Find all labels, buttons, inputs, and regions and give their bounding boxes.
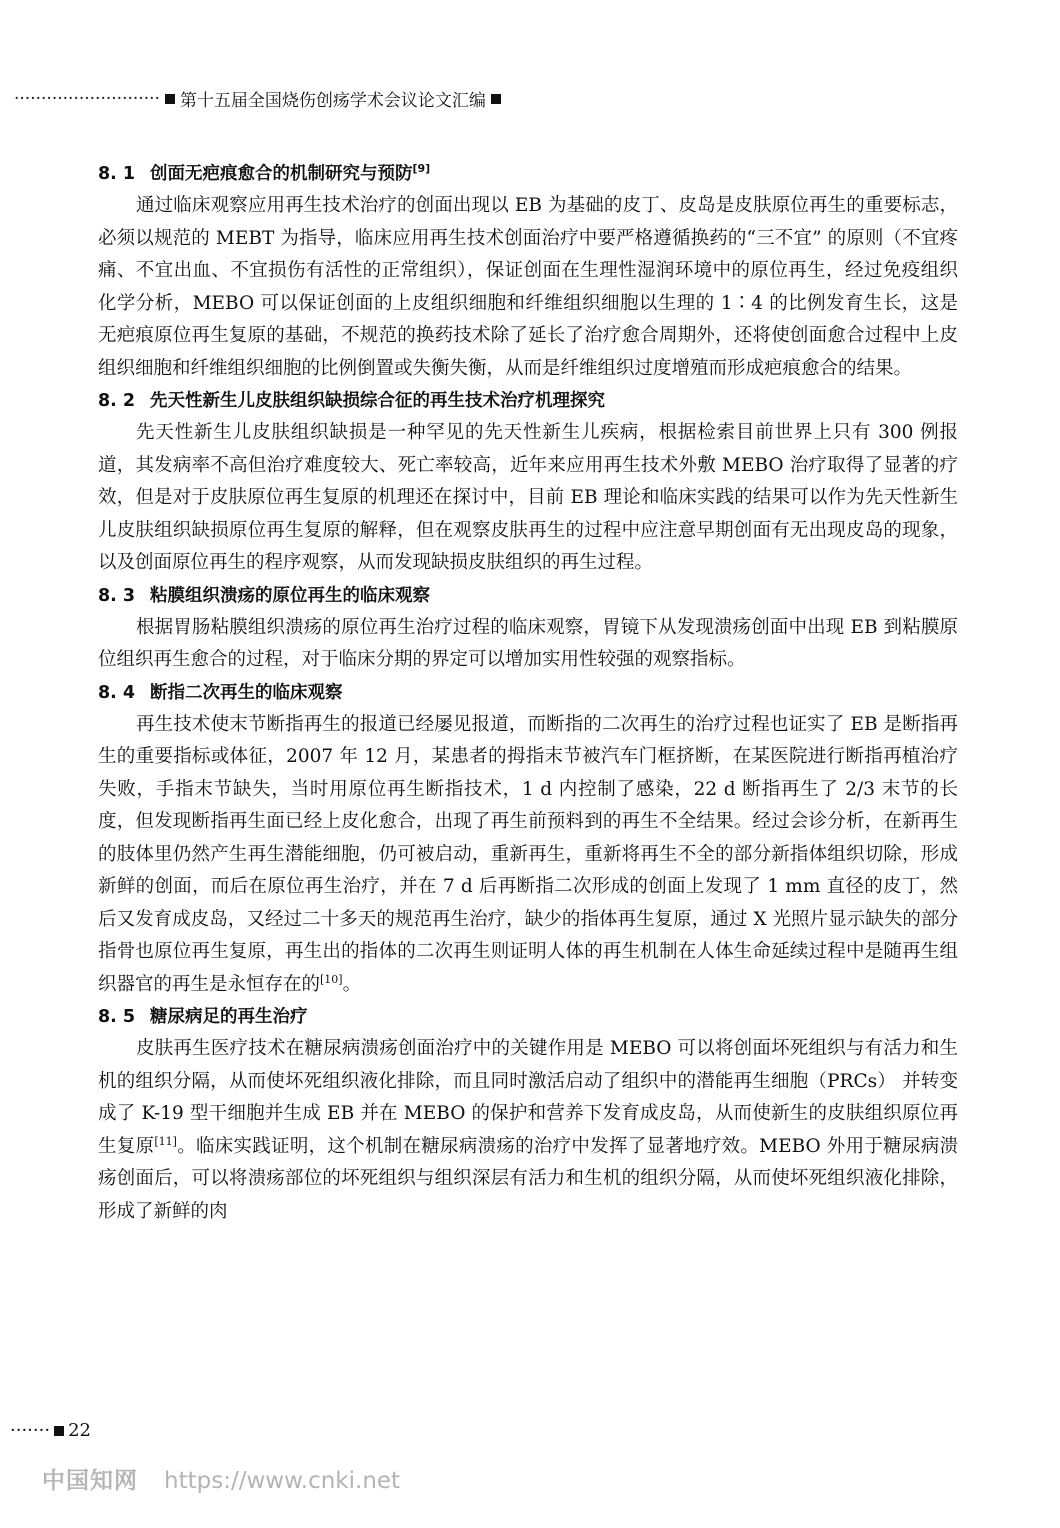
square-bullet-icon <box>491 94 501 104</box>
footer-leader-dots: ······· <box>10 1420 51 1441</box>
section-title: 创面无疤痕愈合的机制研究与预防 <box>150 164 413 184</box>
square-bullet-icon <box>54 1426 64 1436</box>
header-leader-dots: ··························· <box>14 88 160 109</box>
section-title: 断指二次再生的临床观察 <box>150 682 343 703</box>
paragraph-text: 根据胃肠粘膜组织溃疡的原位再生治疗过程的临床观察，胃镜下从发现溃疡创面中出现 EB 到粘膜原位组织再生愈合的过程，对于临床分期的界定可以增加实用性较强的观察指标。 <box>98 616 958 670</box>
section-number: 8. 4 <box>98 682 136 703</box>
cnki-logo: 中国知网 <box>42 1468 138 1494</box>
square-bullet-icon <box>165 94 175 104</box>
section-number: 8. 3 <box>98 585 136 606</box>
citation-ref: [11] <box>154 1134 177 1148</box>
section-title: 粘膜组织溃疡的原位再生的临床观察 <box>150 585 430 606</box>
section-number: 8. 1 <box>98 164 136 184</box>
citation-ref: [10] <box>320 972 343 986</box>
cnki-watermark <box>42 1462 400 1495</box>
paragraph-text: 先天性新生儿皮肤组织缺损是一种罕见的先天性新生儿疾病，根据检索目前世界上只有 300 例报道，其发病率不高但治疗难度较大、死亡率较高，近年来应用再生技术外敷 MEBO 治疗取得了显著的疗效，但是对于皮肤原位再生复原的机理还在探讨中，目前 EB 理论和临床实践的结果可以作为先天性新生儿皮肤组织缺损原位再生复原的解释，但在观察皮肤再生的过程中应注意早期创面有无出现皮岛的现象，以及创面原位再生的程序观察，从而发现缺损皮肤组织的再生过程。 <box>98 422 958 573</box>
cnki-url: https://www.cnki.net <box>164 1468 401 1494</box>
page-footer <box>10 1420 91 1441</box>
section-heading <box>98 385 958 417</box>
section-title: 先天性新生儿皮肤组织缺损综合征的再生技术治疗机理探究 <box>150 391 605 411</box>
article-body <box>98 158 958 1228</box>
body-paragraph <box>98 709 958 1002</box>
paragraph-text-tail: 。 <box>342 973 362 995</box>
page-number: 22 <box>68 1420 91 1441</box>
citation-ref: [9] <box>412 162 431 176</box>
section-number: 8. 2 <box>98 391 136 411</box>
paragraph-text: 皮肤再生医疗技术在糖尿病溃疡创面治疗中的关键作用是 MEBO 可以将创面坏死组织与有活力和生机的组织分隔，从而使坏死组织液化排除，而且同时激活启动了组织中的潜能再生细胞（PRCs） 并转变成了 K-19 型干细胞并生成 EB 并在 MEBO 的保护和营养下发育成皮岛，从而使新生的皮肤组织原位再生复原 <box>98 1038 958 1157</box>
section-title: 糖尿病足的再生治疗 <box>150 1007 308 1027</box>
section-heading <box>98 158 958 190</box>
running-header <box>14 86 506 111</box>
paragraph-text: 通过临床观察应用再生技术治疗的创面出现以 EB 为基础的皮丁、皮岛是皮肤原位再生的重要标志，必须以规范的 MEBT 为指导，临床应用再生技术创面治疗中要严格遵循换药的“三不宜” 的原则（不宜疼痛、不宜出血、不宜损伤有活性的正常组织），保证创面在生理性湿润环境中的原位再生，经过免疫组织化学分析，MEBO 可以保证创面的上皮组织细胞和纤维组织细胞以生理的 1∶4 的比例发育生长，这是无疤痕原位再生复原的基础，不规范的换药技术除了延长了治疗愈合周期外，还将使创面愈合过程中上皮组织细胞和纤维组织细胞的比例倒置或失衡失衡，从而是纤维组织过度增殖而形成疤痕愈合的结果。 <box>98 195 958 379</box>
header-title: 第十五届全国烧伤创疡学术会议论文汇编 <box>179 91 486 111</box>
body-paragraph <box>98 190 958 385</box>
paragraph-text: 再生技术使末节断指再生的报道已经屡见报道，而断指的二次再生的治疗过程也证实了 EB 是断指再生的重要指标或体征，2007 年 12 月，某患者的拇指末节被汽车门框挤断，在某医院进行断指再植治疗失败，手指末节缺失，当时用原位再生断指技术，1 d 内控制了感染，22 d 断指再生了 2/3 末节的长度，但发现断指再生面已经上皮化愈合，出现了再生前预料到的再生不全结果。经过会诊分析，在新再生的肢体里仍然产生再生潜能细胞，仍可被启动，重新再生，重新将再生不全的部分新指体组织切除，形成新鲜的创面，而后在原位再生治疗，并在 7 d 后再断指二次形成的创面上发现了 1 mm 直径的皮丁，然后又发育成皮岛，又经过二十多天的规范再生治疗，缺少的指体再生复原，通过 X 光照片显示缺失的部分指骨也原位再生复原，再生出的指体的二次再生则证明人体的再生机制在人体生命延续过程中是随再生组织器官的再生是永恒存在的 <box>98 713 958 995</box>
body-paragraph <box>98 417 958 580</box>
section-heading <box>98 580 958 612</box>
section-number: 8. 5 <box>98 1007 136 1027</box>
section-heading <box>98 677 958 709</box>
body-paragraph <box>98 1033 958 1228</box>
section-heading <box>98 1001 958 1033</box>
body-paragraph <box>98 612 958 677</box>
paragraph-text-tail: 。临床实践证明，这个机制在糖尿病溃疡的治疗中发挥了显著地疗效。MEBO 外用于糖尿病溃疡创面后，可以将溃疡部位的坏死组织与组织深层有活力和生机的组织分隔，从而使坏死组织液化排除，形成了新鲜的肉 <box>98 1135 958 1222</box>
